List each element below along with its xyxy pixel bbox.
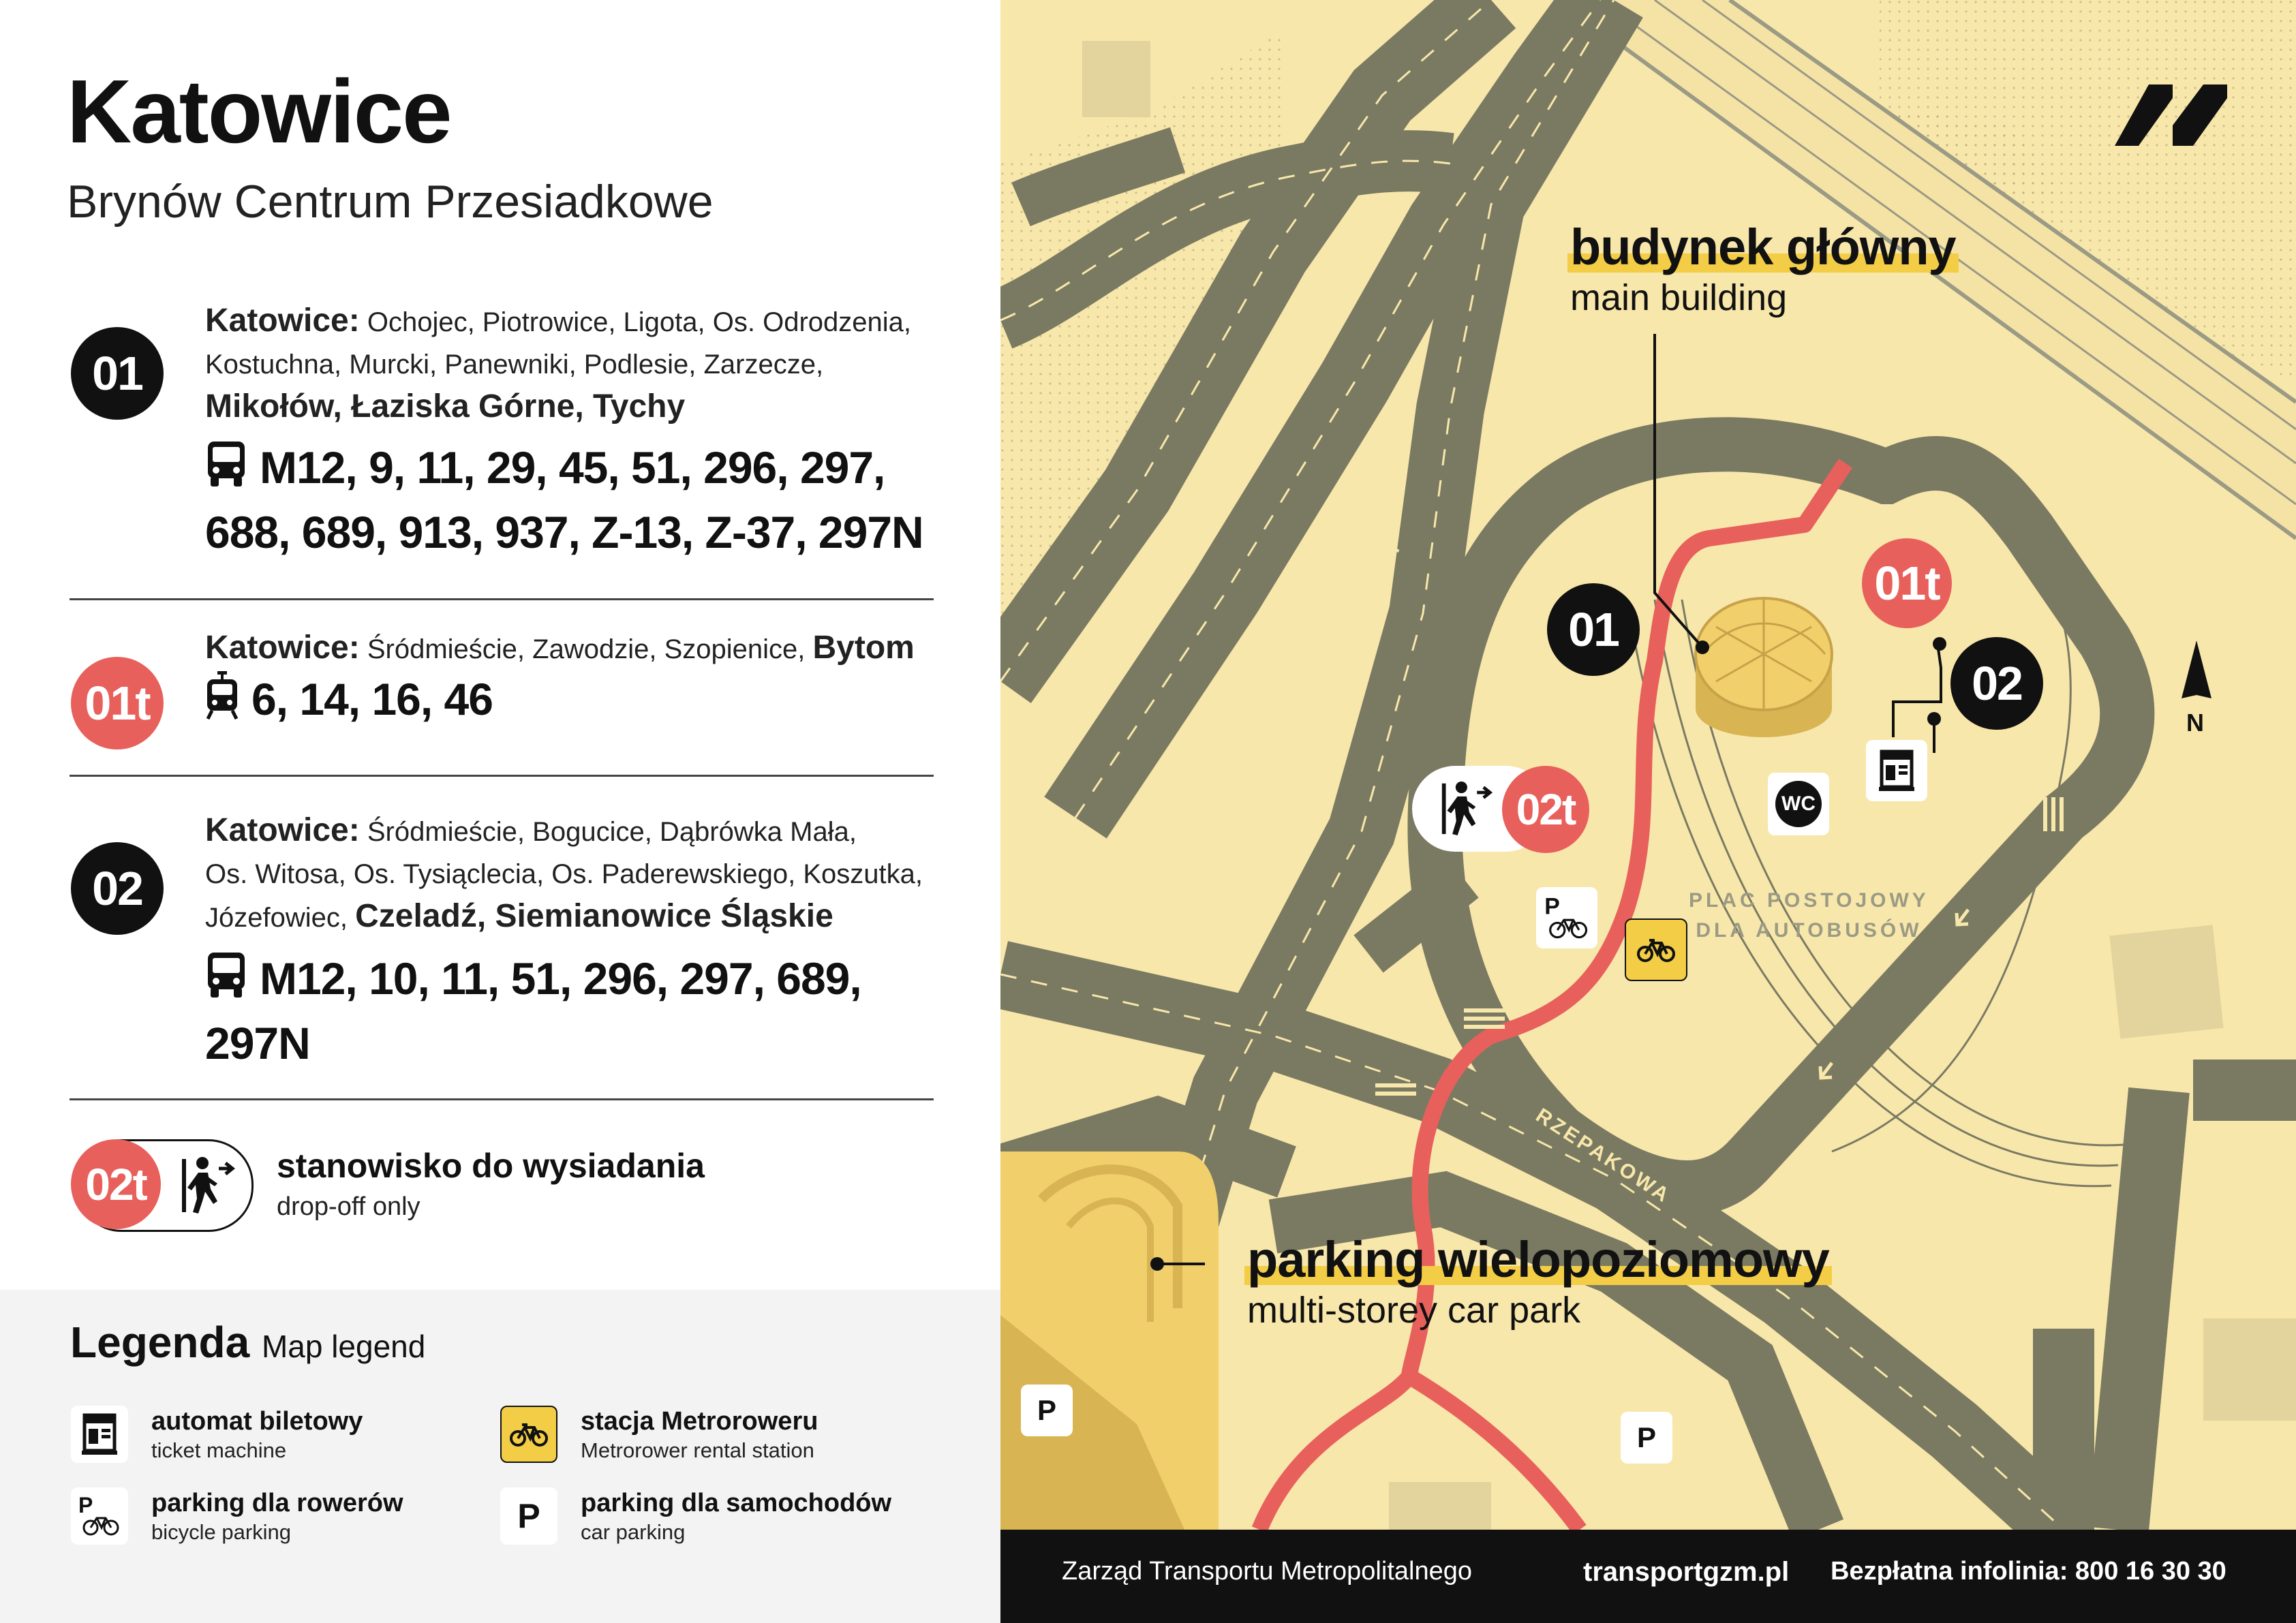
street-jankego: JANKEGO	[1225, 1368, 1291, 1489]
footer-website[interactable]: transportgzm.pl	[1583, 1557, 1790, 1587]
dest-bold: Bytom	[812, 630, 915, 666]
info-panel	[0, 0, 1000, 1623]
dest-city: Katowice:	[205, 630, 360, 666]
car-parking-icon: P	[500, 1487, 557, 1545]
main-building-shape	[1696, 598, 1832, 737]
bicycle-parking-icon	[71, 1487, 128, 1545]
dropoff-badge: 02t	[71, 1139, 161, 1229]
map-stop-02t[interactable]: 02t	[1502, 766, 1589, 853]
stop-02-badge: 02	[71, 842, 164, 935]
legend-sublabel: Metrorower rental station	[581, 1438, 814, 1462]
map-stop-01[interactable]: 01	[1547, 583, 1640, 676]
legend-label: parking dla samochodów	[581, 1489, 892, 1517]
dest-bold: Mikołów, Łaziska Górne, Tychy	[205, 388, 686, 424]
dest-line: Kostuchna, Murcki, Panewniki, Podlesie, Zarzecze,	[205, 350, 824, 380]
street-kosciuszki: KOŚCIUSZKI	[1313, 538, 1406, 684]
legend-label: automat biletowy	[151, 1407, 363, 1436]
legend-sublabel: bicycle parking	[151, 1520, 292, 1544]
car-park-label-en: multi-storey car park	[1247, 1290, 1581, 1331]
lines-row: M12, 9, 11, 29, 45, 51, 296, 297,	[260, 442, 885, 493]
tram-icon	[205, 671, 239, 735]
dest-line: Ochojec, Piotrowice, Ligota, Os. Odrodzenia,	[367, 307, 912, 337]
stop-02-destinations	[205, 809, 928, 939]
car-park-shape	[1000, 1151, 1219, 1530]
stop-01-destinations	[205, 300, 928, 429]
legend	[0, 1290, 1000, 1623]
divider	[70, 775, 934, 777]
street-rzepakowa: RZEPAKOWA	[1531, 1104, 1675, 1208]
legend-sublabel: ticket machine	[151, 1438, 287, 1462]
svg-text:P: P	[78, 1493, 93, 1517]
footer	[1000, 1530, 2296, 1623]
map-stop-02[interactable]: 02	[1950, 637, 2043, 730]
dropoff-label: stanowisko do wysiadania	[277, 1147, 705, 1185]
legend-item-ticket-machine	[71, 1406, 493, 1474]
stop-02-section	[67, 809, 934, 1082]
dest-city: Katowice:	[205, 303, 360, 339]
ticket-machine-icon	[1866, 740, 1927, 801]
svg-text:P: P	[1544, 893, 1560, 920]
lines-row: 6, 14, 16, 46	[251, 674, 493, 724]
dest-line: Józefowiec,	[205, 903, 348, 933]
legend-item-bike-rental	[500, 1406, 923, 1474]
stop-01-lines	[205, 437, 928, 562]
dest-line: Śródmieście, Zawodzie, Szopienice,	[367, 634, 806, 664]
footer-hotline: Bezpłatna infolinia: 800 16 30 30	[1831, 1557, 2226, 1586]
lines-row: 297N	[205, 1018, 310, 1069]
map-stop-01t[interactable]: 01t	[1862, 538, 1952, 628]
bike-rental-icon	[1625, 918, 1687, 981]
bus-icon	[205, 951, 247, 1013]
dest-line: Śródmieście, Bogucice, Dąbrówka Mała,	[367, 817, 857, 847]
car-parking-icon: P	[1021, 1385, 1073, 1436]
stop-01t-section	[67, 627, 934, 763]
bus-icon	[205, 440, 247, 502]
station-map	[1000, 0, 2296, 1530]
lines-row: 688, 689, 913, 937, Z-13, Z-37, 297N	[205, 507, 923, 558]
bus-parking-label: PLAC POSTOJOWY DLA AUTOBUSÓW	[1689, 889, 1929, 942]
stop-01t-destinations	[205, 627, 928, 670]
car-parking-icon: P	[1621, 1412, 1672, 1464]
walking-exit-icon	[179, 1154, 236, 1220]
car-park-label: parking wielopoziomowy multi-storey car park	[1244, 1235, 1832, 1329]
bicycle-parking-icon	[1536, 887, 1597, 948]
dest-bold: Czeladź, Siemianowice Śląskie	[355, 898, 833, 934]
wc-icon: WC	[1768, 773, 1829, 835]
legend-title: Legenda Map legend	[70, 1318, 426, 1367]
stop-01-badge: 01	[71, 327, 164, 420]
ticket-machine-icon	[71, 1406, 128, 1463]
stop-02-lines	[205, 948, 928, 1073]
city-title: Katowice	[67, 61, 451, 161]
legend-item-bicycle-parking	[71, 1487, 493, 1556]
stop-01-section	[67, 300, 934, 572]
divider	[70, 598, 934, 600]
main-building-label: budynek główny main building	[1567, 222, 1959, 316]
north-arrow-shape	[2182, 640, 2211, 698]
legend-sublabel: car parking	[581, 1520, 686, 1544]
legend-label: stacja Metroroweru	[581, 1407, 818, 1436]
divider	[70, 1098, 934, 1100]
hotline-number[interactable]: 800 16 30 30	[2075, 1557, 2226, 1586]
legend-subtitle: Map legend	[261, 1329, 426, 1364]
main-building-label-en: main building	[1570, 277, 1788, 318]
legend-item-car-parking	[500, 1487, 923, 1556]
dropoff-sublabel: drop-off only	[277, 1192, 420, 1221]
lines-row: M12, 10, 11, 51, 296, 297, 689,	[260, 953, 861, 1004]
stop-01t-lines	[205, 669, 928, 735]
north-label: N	[2186, 709, 2204, 737]
bike-rental-icon	[500, 1406, 557, 1463]
stop-01t-badge: 01t	[71, 657, 164, 749]
dest-line: Os. Witosa, Os. Tysiąclecia, Os. Paderewskiego, Koszutka,	[205, 859, 923, 889]
dest-city: Katowice:	[205, 812, 360, 848]
stop-name: Brynów Centrum Przesiadkowe	[67, 176, 714, 228]
legend-label: parking dla rowerów	[151, 1489, 403, 1517]
footer-org: Zarząd Transportu Metropolitalnego	[1062, 1557, 1472, 1586]
walking-exit-icon	[1439, 778, 1494, 841]
